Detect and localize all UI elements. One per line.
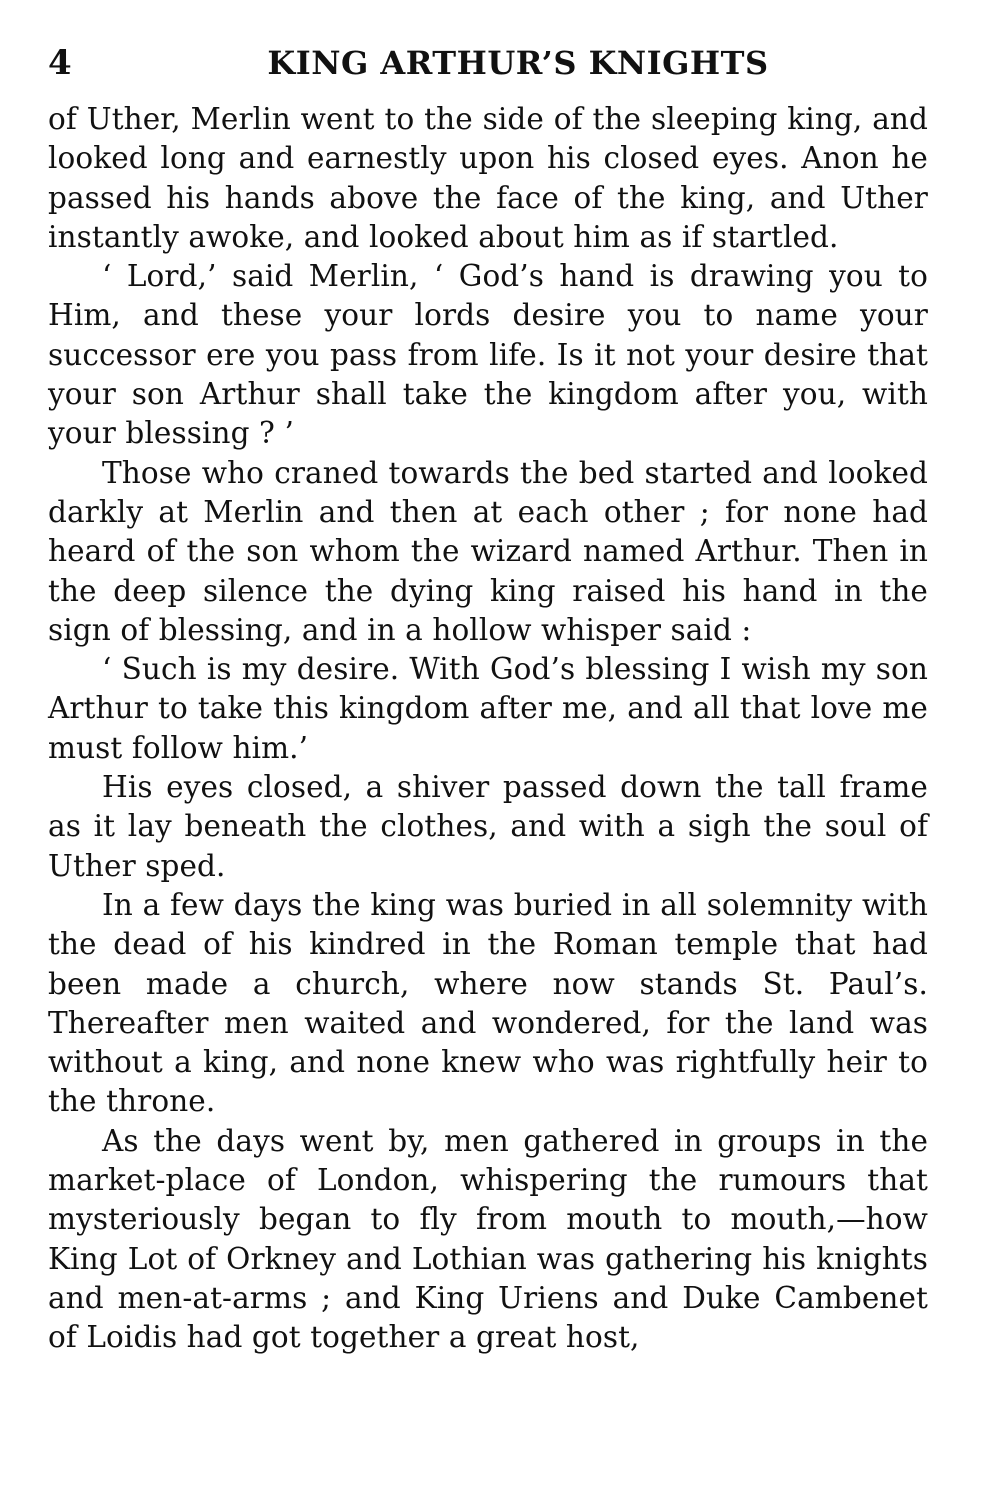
paragraph: ‘ Such is my desire. With God’s blessing I wish my son Arthur to take this kingdom after me, and all that love me must follow him.’	[48, 652, 928, 765]
page-number: 4	[48, 43, 72, 83]
paragraph: In a few days the king was buried in all solemnity with the dead of his kindred in the Roman temple that had been made a church, where now stands St. Paul’s. Thereafter men waited and wondered, for the land was without a king, and none knew who was rightfully heir to the throne.	[48, 887, 928, 1119]
page-header	[48, 40, 928, 86]
body-text	[48, 100, 928, 1358]
running-title: KING ARTHUR’S KNIGHTS	[267, 44, 769, 82]
paragraph: His eyes closed, a shiver passed down the tall frame as it lay beneath the clothes, and with a sigh the soul of Uther sped.	[48, 770, 928, 883]
paragraph: of Uther, Merlin went to the side of the sleeping king, and looked long and earnestly upon his closed eyes. Anon he passed his hands above the face of the king, and Uther instantly awoke, and looked about him as if startled.	[48, 102, 928, 254]
paragraph: Those who craned towards the bed started and looked darkly at Merlin and then at each other ; for none had heard of the son whom the wizard named Arthur. Then in the deep silence the dying king raised his hand in the sign of blessing, and in a hollow whisper said :	[48, 455, 928, 647]
paragraph: As the days went by, men gathered in groups in the market-place of London, whispering the rumours that mysteriously began to fly from mouth to mouth,—how King Lot of Orkney and Lothian was gathering his knights and men-at-arms ; and King Uriens and Duke Cambenet of Loidis had got together a great host,	[48, 1123, 928, 1355]
paragraph: ‘ Lord,’ said Merlin, ‘ God’s hand is drawing you to Him, and these your lords desire you to name your successor ere you pass from life. Is it not your desire that your son Arthur shall take the kingdom after you, with your blessing ? ’	[48, 259, 928, 451]
